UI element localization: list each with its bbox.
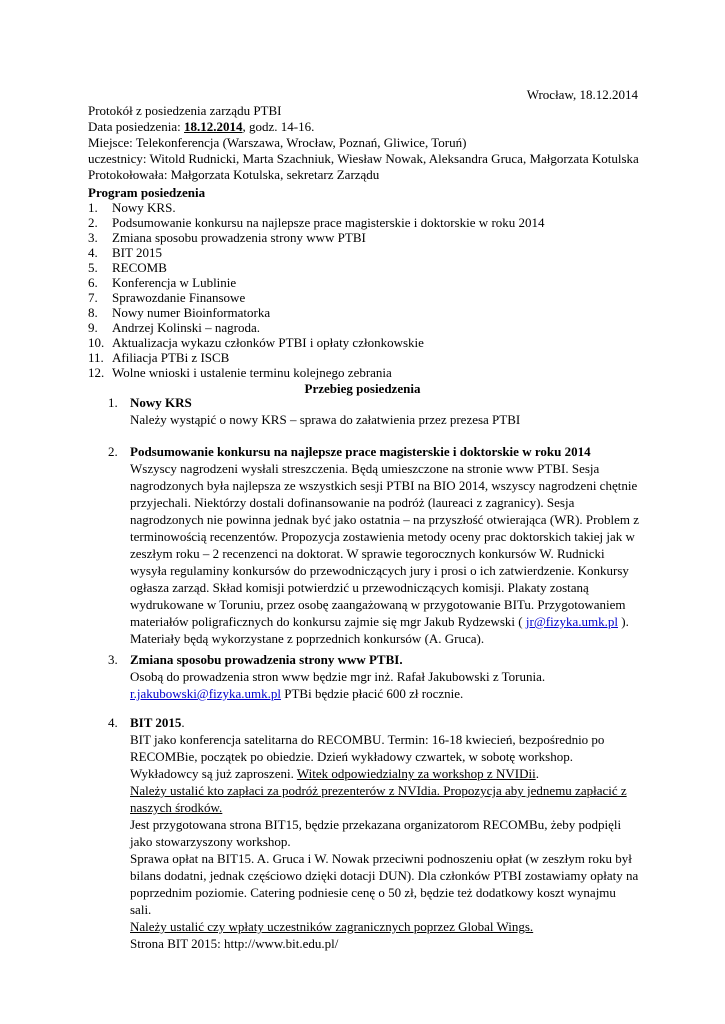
program-item: 1. Nowy KRS.: [88, 200, 176, 215]
program-item: 12. Wolne wnioski i ustalenie terminu kolejnego zebrania: [88, 365, 392, 380]
program-section: [88, 185, 648, 380]
email-link[interactable]: jr@fizyka.umk.pl: [525, 614, 618, 629]
meeting-date-prefix: Data posiedzenia:: [88, 119, 185, 134]
protocol-title: Protokół z posiedzenia zarządu PTBI: [88, 103, 282, 118]
protocol-header: [88, 103, 648, 183]
section-number: 1.: [108, 395, 118, 410]
program-list: [88, 200, 648, 380]
website-line: Strona BIT 2015: http://www.bit.edu.pl/: [130, 936, 339, 951]
program-item: 4. BIT 2015: [88, 245, 162, 260]
section-number: 4.: [108, 715, 118, 730]
program-item: 6. Konferencja w Lublinie: [88, 275, 237, 290]
program-item: 11. Afiliacja PTBi z ISCB: [88, 350, 230, 365]
program-title: Program posiedzenia: [88, 185, 206, 200]
program-item: 2. Podsumowanie konkursu na najlepsze prace magisterskie i doktorskie w roku 2014: [88, 215, 545, 230]
meeting-participants: uczestnicy: Witold Rudnicki, Marta Szachniuk, Wiesław Nowak, Aleksandra Gruca, Małgorzata Kotulska: [88, 151, 639, 166]
section-3: [108, 651, 640, 702]
section-1: [108, 394, 640, 428]
program-item: 5. RECOMB: [88, 260, 167, 275]
section-text: Wszyscy nagrodzeni wysłali streszczenia. Będą umieszczone na stronie www PTBI. Sesja nagrodzonych była najlepsza ze wszystkich sesji PTBI na BIO 2014, wszyscy nagrodzeni chętnie przyjechali. Niektórzy dostali dofinansowanie na podróż (laureaci z zagranicy). Sesja nagrodzonych nie powinna jednak być jako ostatnia – na przyszłość otwierająca (WR). Problem z terminowością recenzentów. Propozycja zostawienia metody oceny prac doktorskich takiej jak w zeszłym roku – 2 recenzenci na doktorat. W sprawie tegorocznych konkursów W. Rudnicki wysyła regulaminy konkursów do przewodniczących jury i prosi o ich zatwierdzenie. Konkursy ogłasza zarząd. Skład komisji potwierdzić u przewodniczących komisji. Plakaty zostaną wydrukowane w Toruniu, przez osobę zaangażowaną w przygotowanie BITu. Przygotowaniem materiałów poligraficznych do konkursu zajmie się mgr Jakub Rydzewski ( jr@fizyka.umk.pl ). Materiały będą wykorzystane z poprzednich konkursów (A. Gruca).: [130, 461, 639, 646]
program-item: 8. Nowy numer Bioinformatorka: [88, 305, 271, 320]
section-heading: Podsumowanie konkursu na najlepsze prace magisterskie i doktorskie w roku 2014: [130, 444, 591, 459]
email-link[interactable]: r.jakubowski@fizyka.umk.pl: [130, 686, 281, 701]
section-paragraph-underlined: Należy ustalić czy wpłaty uczestników zagranicznych poprzez Global Wings.: [130, 919, 534, 934]
proceedings-title: Przebieg posiedzenia: [304, 381, 421, 396]
program-item: 10. Aktualizacja wykazu członków PTBI i opłaty członkowskie: [88, 335, 424, 350]
minutes-author: Protokołowała: Małgorzata Kotulska, sekretarz Zarządu: [88, 167, 380, 182]
section-4: [108, 714, 640, 952]
section-paragraph: Sprawa opłat na BIT15. A. Gruca i W. Nowak przeciwni podnoszeniu opłat (w zeszłym roku był bilans dodatni, jednak częściowo dzięki dotacji DUN). Dla członków PTBI zostawiamy opłaty na poprzednim poziomie. Catering podniesie cenę o 50 zł, będzie też dodatkowy koszt wynajmu sali.: [130, 851, 639, 917]
meeting-date-value: 18.12.2014: [184, 119, 243, 134]
program-item: 9. Andrzej Kolinski – nagroda.: [88, 320, 261, 335]
meeting-date-line: [88, 119, 648, 135]
section-text-email-line: r.jakubowski@fizyka.umk.pl PTBi będzie płacić 600 zł rocznie.: [130, 686, 464, 701]
date-place: Wrocław, 18.12.2014: [526, 87, 638, 102]
section-heading: Nowy KRS: [130, 395, 192, 410]
meeting-place: Miejsce: Telekonferencja (Warszawa, Wrocław, Poznań, Gliwice, Toruń): [88, 135, 467, 150]
section-paragraph-underlined: Należy ustalić kto zapłaci za podróż prezenterów z NVIdia. Propozycja aby jednemu zapłacić z naszych środków.: [130, 783, 627, 815]
section-paragraph: BIT jako konferencja satelitarna do RECOMBU. Termin: 16-18 kwiecień, bezpośrednio po RECOMBie, początek po obiedzie. Dzień wykładowy czwartek, w sobotę workshop. Wykładowcy są już zaproszeni. Witek odpowiedzialny za workshop z NVIDii.: [130, 732, 605, 781]
section-2: [108, 443, 640, 647]
program-item: 7. Sprawozdanie Finansowe: [88, 290, 246, 305]
meeting-date-suffix: , godz. 14-16.: [242, 119, 315, 134]
section-heading: BIT 2015.: [130, 715, 185, 730]
section-text: Osobą do prowadzenia stron www będzie mgr inż. Rafał Jakubowski z Torunia.: [130, 669, 546, 684]
section-heading: Zmiana sposobu prowadzenia strony www PTBI.: [130, 652, 403, 667]
section-number: 3.: [108, 652, 118, 667]
program-item: 3. Zmiana sposobu prowadzenia strony www PTBI: [88, 230, 366, 245]
section-text: Należy wystąpić o nowy KRS – sprawa do załatwienia przez prezesa PTBI: [130, 412, 521, 427]
section-paragraph: Jest przygotowana strona BIT15, będzie przekazana organizatorom RECOMBu, żeby podpięli jako stowarzyszony workshop.: [130, 817, 622, 849]
section-number: 2.: [108, 444, 118, 459]
